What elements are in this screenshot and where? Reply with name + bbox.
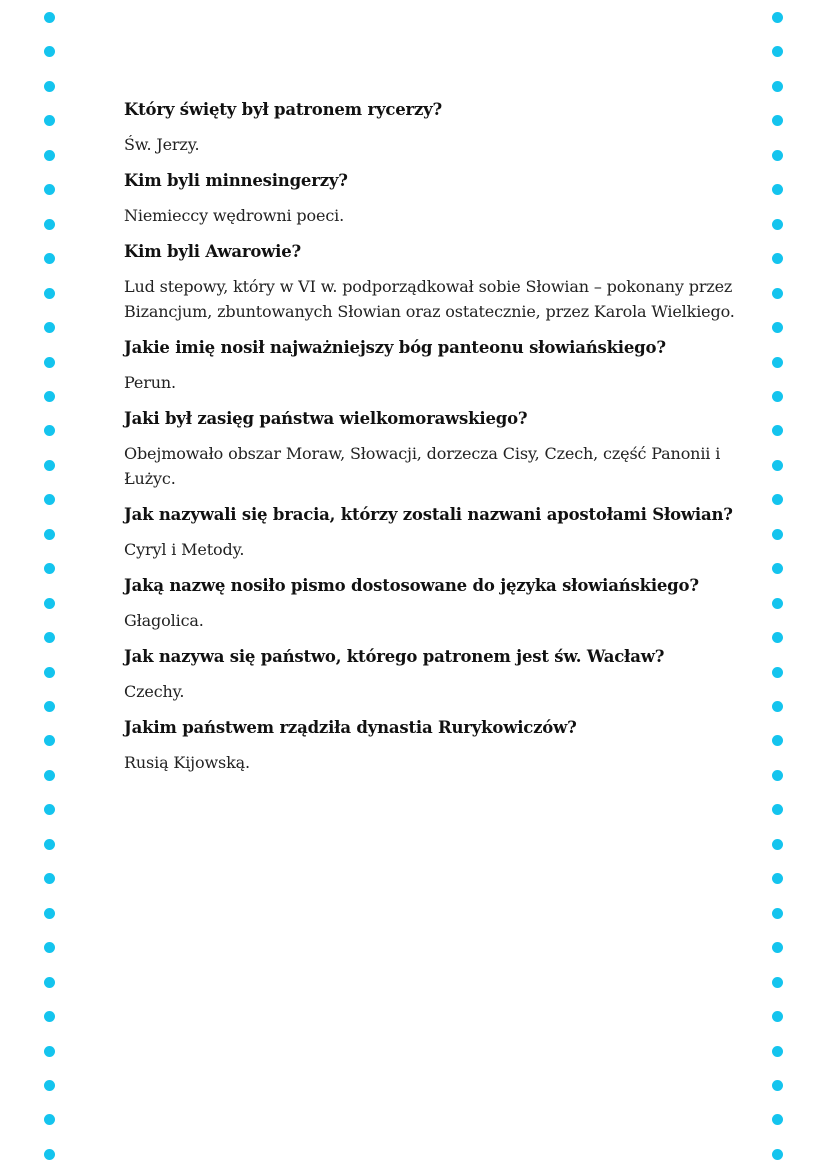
question-text: Jak nazywa się państwo, którego patronem jest św. Wacław?: [124, 647, 665, 666]
qa-item: [124, 502, 744, 562]
decorative-dot: [772, 1114, 783, 1125]
decorative-dot: [772, 598, 783, 609]
right-dotted-border: [772, 0, 784, 1171]
decorative-dot: [772, 873, 783, 884]
decorative-dot: [772, 81, 783, 92]
decorative-dot: [44, 1080, 55, 1091]
decorative-dot: [772, 770, 783, 781]
decorative-dot: [44, 908, 55, 919]
decorative-dot: [44, 735, 55, 746]
decorative-dot: [772, 908, 783, 919]
decorative-dot: [772, 391, 783, 402]
decorative-dot: [44, 425, 55, 436]
qa-item: [124, 239, 744, 324]
qa-item: [124, 335, 744, 395]
decorative-dot: [772, 942, 783, 953]
decorative-dot: [44, 632, 55, 643]
decorative-dot: [772, 494, 783, 505]
decorative-dot: [44, 770, 55, 781]
decorative-dot: [44, 873, 55, 884]
decorative-dot: [772, 632, 783, 643]
decorative-dot: [44, 391, 55, 402]
decorative-dot: [772, 563, 783, 574]
decorative-dot: [44, 563, 55, 574]
decorative-dot: [772, 150, 783, 161]
decorative-dot: [44, 494, 55, 505]
answer-text: Lud stepowy, który w VI w. podporządkował sobie Słowian – pokonany przez Bizancjum, zbuntowanych Słowian oraz ostatecznie, przez Karola Wielkiego.: [124, 277, 735, 321]
decorative-dot: [772, 219, 783, 230]
decorative-dot: [44, 357, 55, 368]
decorative-dot: [44, 1046, 55, 1057]
decorative-dot: [44, 322, 55, 333]
qa-item: [124, 715, 744, 775]
decorative-dot: [772, 1080, 783, 1091]
decorative-dot: [772, 253, 783, 264]
decorative-dot: [772, 184, 783, 195]
decorative-dot: [44, 598, 55, 609]
qa-item: [124, 644, 744, 704]
qa-item: [124, 168, 744, 228]
decorative-dot: [44, 115, 55, 126]
quiz-content: [124, 97, 744, 786]
answer-text: Głagolica.: [124, 611, 204, 630]
decorative-dot: [772, 425, 783, 436]
decorative-dot: [44, 288, 55, 299]
answer-text: Obejmowało obszar Moraw, Słowacji, dorzecza Cisy, Czech, część Panonii i Łużyc.: [124, 444, 721, 488]
question-text: Jakie imię nosił najważniejszy bóg panteonu słowiańskiego?: [124, 338, 666, 357]
answer-text: Niemieccy wędrowni poeci.: [124, 206, 345, 225]
question-text: Jaki był zasięg państwa wielkomorawskiego?: [124, 409, 528, 428]
decorative-dot: [44, 942, 55, 953]
decorative-dot: [772, 115, 783, 126]
answer-text: Św. Jerzy.: [124, 135, 200, 154]
decorative-dot: [772, 977, 783, 988]
decorative-dot: [44, 81, 55, 92]
decorative-dot: [772, 804, 783, 815]
decorative-dot: [772, 667, 783, 678]
decorative-dot: [44, 253, 55, 264]
question-text: Który święty był patronem rycerzy?: [124, 100, 443, 119]
decorative-dot: [44, 529, 55, 540]
question-text: Jakim państwem rządziła dynastia Rurykowiczów?: [124, 718, 577, 737]
question-text: Jak nazywali się bracia, którzy zostali nazwani apostołami Słowian?: [124, 505, 733, 524]
decorative-dot: [772, 1011, 783, 1022]
decorative-dot: [772, 322, 783, 333]
decorative-dot: [772, 701, 783, 712]
decorative-dot: [772, 529, 783, 540]
decorative-dot: [772, 839, 783, 850]
decorative-dot: [44, 1011, 55, 1022]
decorative-dot: [772, 460, 783, 471]
answer-text: Rusią Kijowską.: [124, 753, 250, 772]
left-dotted-border: [44, 0, 56, 1171]
decorative-dot: [772, 12, 783, 23]
decorative-dot: [44, 701, 55, 712]
decorative-dot: [44, 219, 55, 230]
decorative-dot: [44, 804, 55, 815]
decorative-dot: [44, 977, 55, 988]
qa-item: [124, 573, 744, 633]
qa-item: [124, 406, 744, 491]
decorative-dot: [44, 667, 55, 678]
decorative-dot: [772, 357, 783, 368]
question-text: Jaką nazwę nosiło pismo dostosowane do języka słowiańskiego?: [124, 576, 699, 595]
decorative-dot: [44, 460, 55, 471]
decorative-dot: [44, 12, 55, 23]
decorative-dot: [44, 150, 55, 161]
decorative-dot: [44, 1114, 55, 1125]
decorative-dot: [44, 184, 55, 195]
decorative-dot: [772, 46, 783, 57]
decorative-dot: [772, 288, 783, 299]
decorative-dot: [44, 839, 55, 850]
decorative-dot: [772, 1149, 783, 1160]
decorative-dot: [44, 1149, 55, 1160]
answer-text: Czechy.: [124, 682, 185, 701]
answer-text: Perun.: [124, 373, 176, 392]
decorative-dot: [772, 1046, 783, 1057]
question-text: Kim byli minnesingerzy?: [124, 171, 348, 190]
answer-text: Cyryl i Metody.: [124, 540, 245, 559]
decorative-dot: [44, 46, 55, 57]
decorative-dot: [772, 735, 783, 746]
qa-item: [124, 97, 744, 157]
question-text: Kim byli Awarowie?: [124, 242, 301, 261]
